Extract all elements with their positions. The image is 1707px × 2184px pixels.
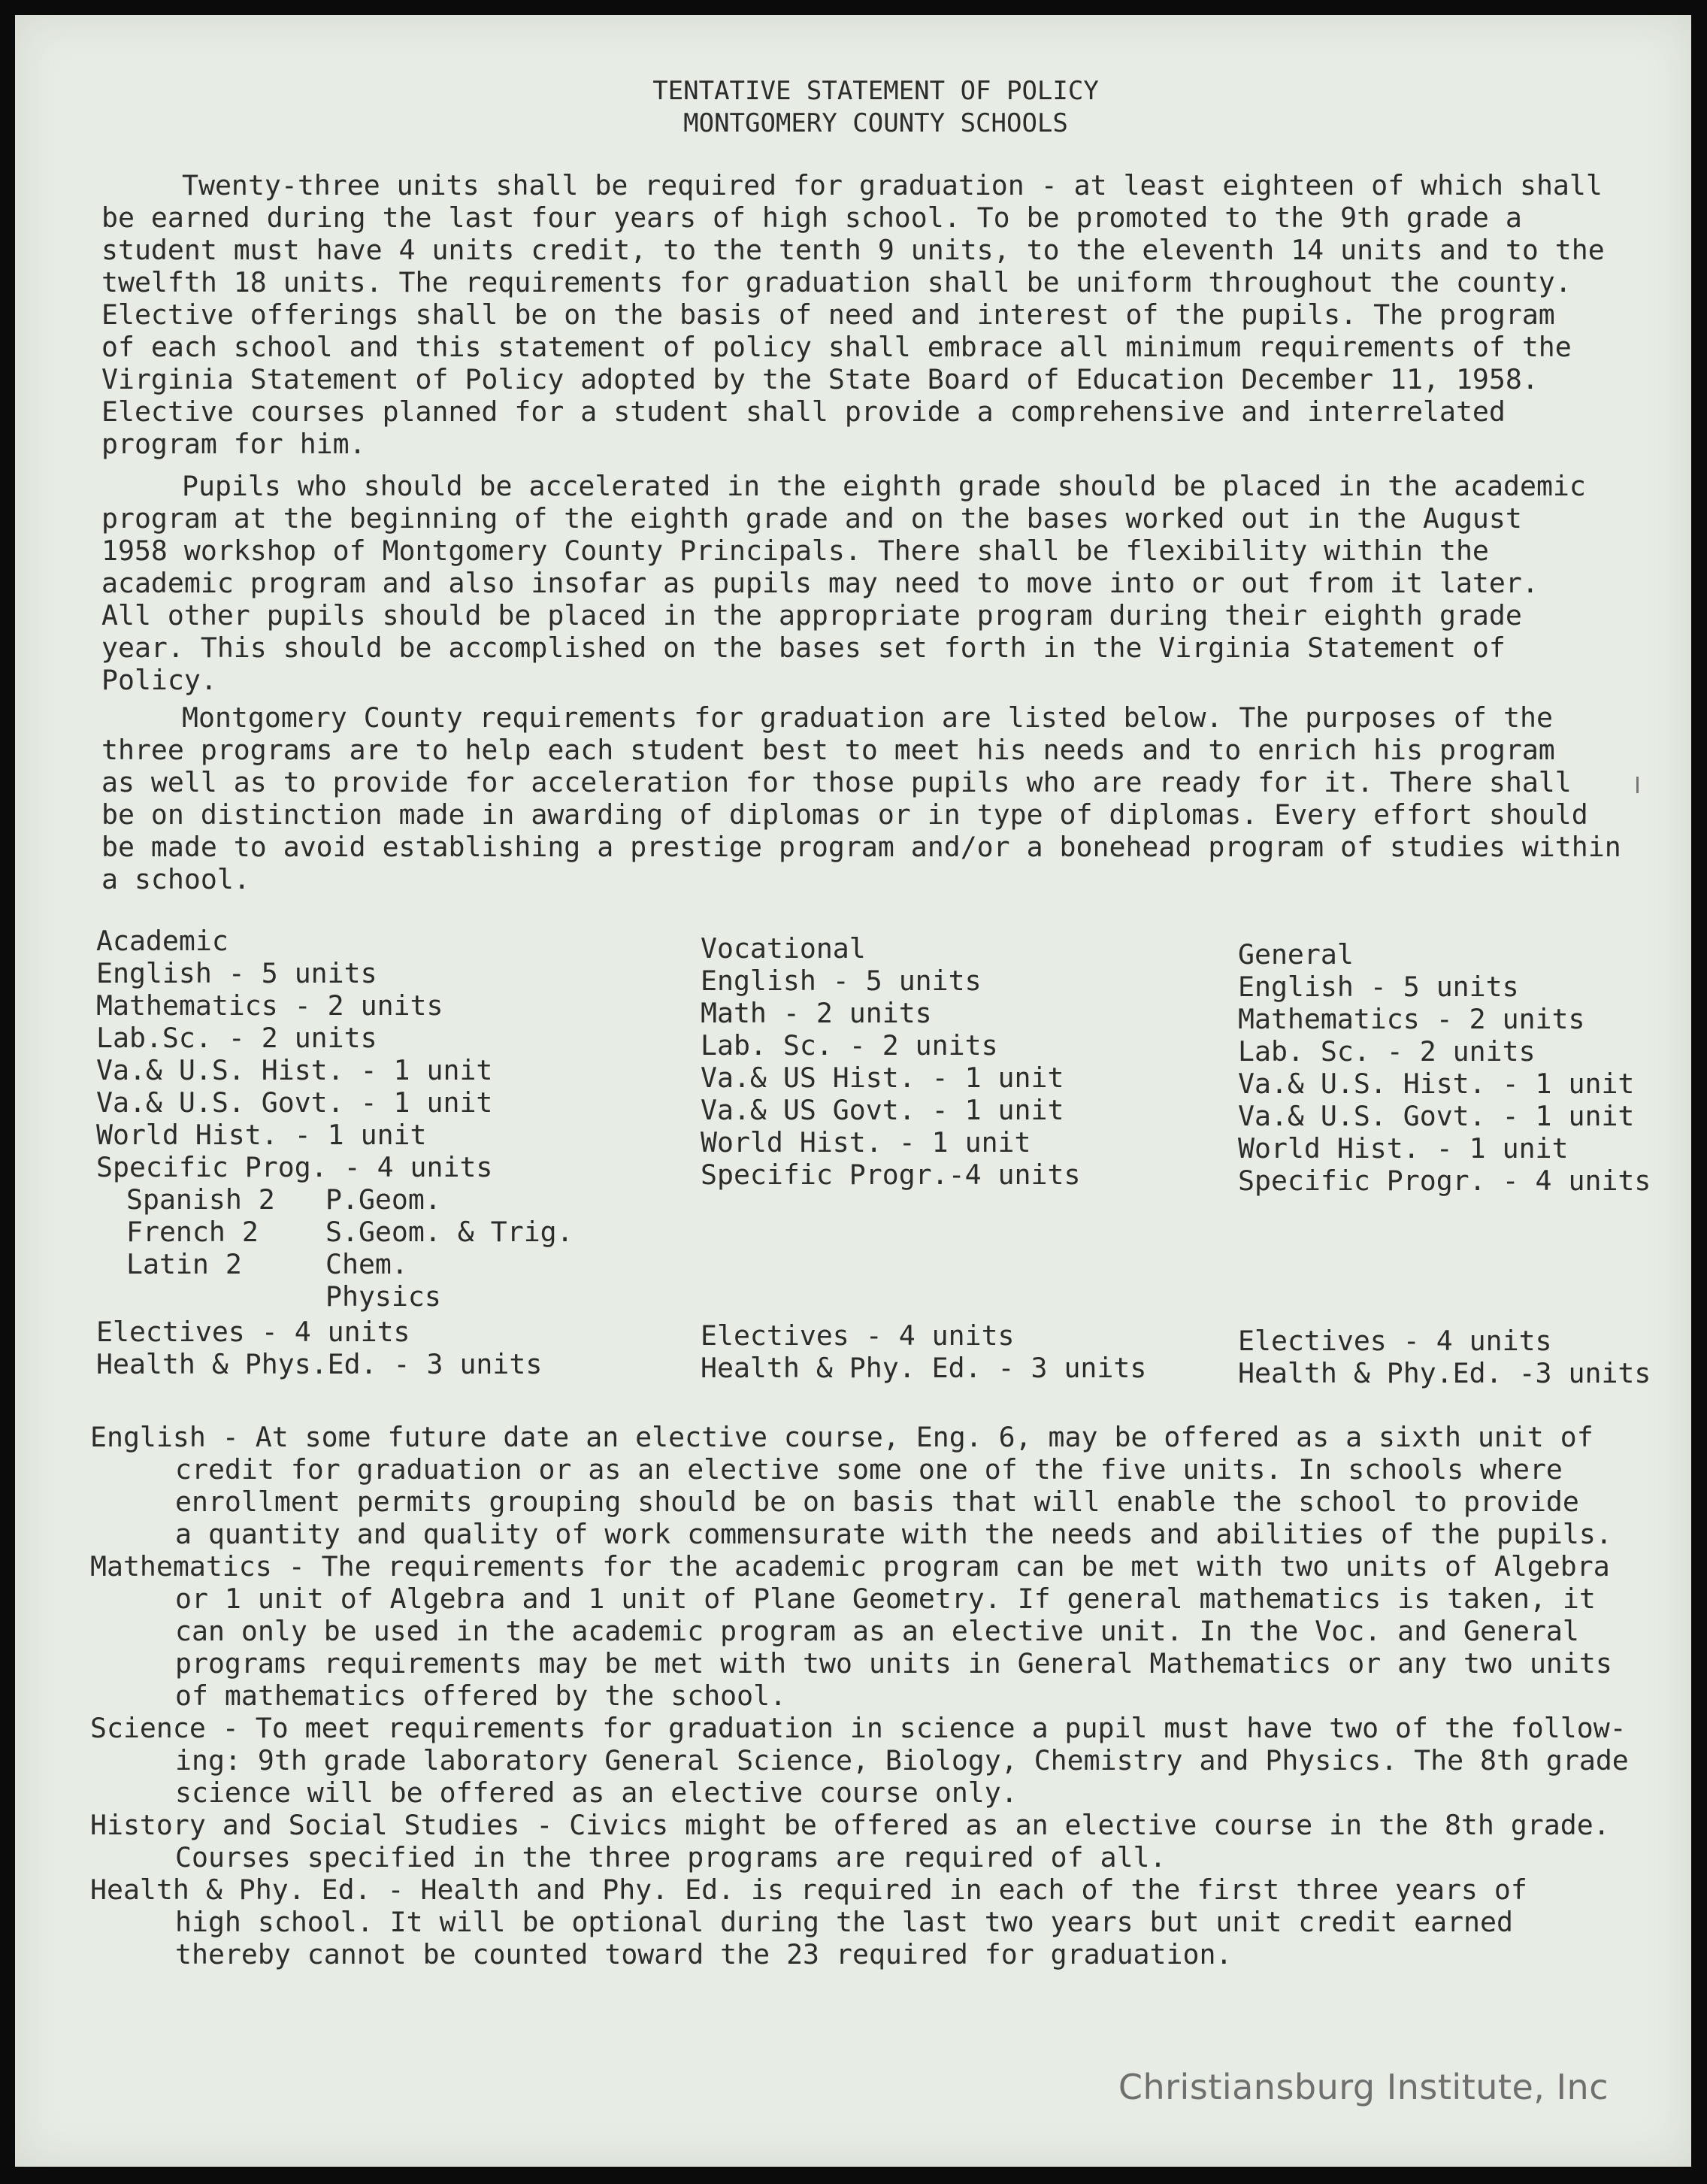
general-program-column [1238, 938, 1651, 1197]
requirement-item: Mathematics - 2 units [96, 989, 443, 1022]
text-line: programs requirements may be met with two units in General Mathematics or any two units [175, 1647, 1612, 1680]
text-line: thereby cannot be counted toward the 23 required for graduation. [175, 1938, 1233, 1970]
text-line: 1958 workshop of Montgomery County Principals. There shall be flexibility within the [101, 535, 1489, 567]
requirement-item: Specific Prog. - 4 units [96, 1151, 493, 1183]
title-line-1: TENTATIVE STATEMENT OF POLICY [652, 76, 1099, 106]
typed-document [15, 15, 1691, 2167]
text-line: a school. [101, 863, 250, 895]
text-line: of mathematics offered by the school. [175, 1680, 787, 1712]
requirement-item: Math - 2 units [701, 997, 932, 1029]
requirement-item: Electives - 4 units [96, 1316, 410, 1348]
text-line: Mathematics - The requirements for the academic program can be met with two units of Algebra [90, 1550, 1610, 1583]
column-heading: Vocational [701, 932, 866, 965]
requirement-item: English - 5 units [701, 965, 982, 997]
requirement-item: Specific Progr. - 4 units [1238, 1165, 1651, 1197]
requirement-item: Lab.Sc. - 2 units [96, 1022, 377, 1054]
option-item: Physics [325, 1280, 441, 1313]
text-line: high school. It will be optional during the last two years but unit credit earned [175, 1906, 1513, 1938]
text-line: Pupils who should be accelerated in the eighth grade should be placed in the academic [182, 470, 1586, 502]
requirement-item: Lab. Sc. - 2 units [1238, 1035, 1536, 1068]
text-line: science will be offered as an elective course only. [175, 1777, 1018, 1809]
requirement-item: Va.& U.S. Govt. - 1 unit [1238, 1100, 1635, 1132]
text-line: program for him. [101, 428, 366, 460]
requirement-item: Va.& U.S. Hist. - 1 unit [96, 1054, 493, 1086]
paragraph-requirements [101, 701, 1621, 895]
text-line: ing: 9th grade laboratory General Science, Biology, Chemistry and Physics. The 8th grade [175, 1744, 1629, 1777]
requirement-item: Electives - 4 units [1238, 1325, 1552, 1357]
text-line: academic program and also insofar as pupils may need to move into or out from it later. [101, 567, 1539, 599]
requirement-item: Va.& U.S. Hist. - 1 unit [1238, 1068, 1635, 1100]
document-title [15, 75, 1691, 140]
watermark: Christiansburg Institute, Inc [1118, 2067, 1609, 2107]
vocational-program-column [701, 932, 1080, 1191]
language-options [126, 1183, 325, 1313]
requirement-item: Health & Phys.Ed. - 3 units [96, 1348, 543, 1380]
option-item: S.Geom. & Trig. [325, 1216, 574, 1248]
note-science [90, 1712, 1631, 1809]
text-line: or 1 unit of Algebra and 1 unit of Plane Geometry. If general mathematics is taken, it [175, 1583, 1596, 1615]
text-line: be made to avoid establishing a prestige program and/or a bonehead program of studies within [101, 831, 1621, 863]
text-line: a quantity and quality of work commensurate with the needs and abilities of the pupils. [175, 1518, 1612, 1550]
text-line: Policy. [101, 664, 217, 696]
requirement-item: Va.& U.S. Govt. - 1 unit [96, 1086, 493, 1119]
option-item: P.Geom. [325, 1183, 441, 1216]
requirement-item: World Hist. - 1 unit [96, 1119, 427, 1151]
text-line: year. This should be accomplished on the bases set forth in the Virginia Statement of [101, 632, 1506, 664]
text-line: of each school and this statement of policy shall embrace all minimum requirements of the [101, 331, 1572, 363]
subject-notes [90, 1421, 1631, 1970]
option-item: Latin 2 [126, 1248, 242, 1280]
general-electives-health [1238, 1325, 1651, 1389]
requirement-item: World Hist. - 1 unit [1238, 1132, 1569, 1165]
text-line: Health & Phy. Ed. - Health and Phy. Ed. is required in each of the first three years of [90, 1874, 1527, 1906]
requirement-item: Va.& US Hist. - 1 unit [701, 1062, 1064, 1094]
paragraph-acceleration [101, 470, 1601, 696]
requirement-item: English - 5 units [96, 957, 377, 989]
document-page [15, 15, 1691, 2167]
note-health-phy-ed [90, 1874, 1631, 1970]
title-line-2: MONTGOMERY COUNTY SCHOOLS [683, 108, 1068, 138]
text-line: enrollment permits grouping should be on basis that will enable the school to provide [175, 1486, 1579, 1518]
text-line: Courses specified in the three programs are required of all. [175, 1841, 1167, 1874]
text-line: credit for graduation or as an elective some one of the five units. In schools where [175, 1453, 1563, 1486]
text-line: program at the beginning of the eighth grade and on the bases worked out in the August [101, 502, 1522, 535]
text-line: be earned during the last four years of high school. To be promoted to the 9th grade a [101, 201, 1522, 234]
option-item: Spanish 2 [126, 1183, 275, 1216]
text-line: English - At some future date an elective course, Eng. 6, may be offered as a sixth unit of [90, 1421, 1594, 1453]
option-item: Chem. [325, 1248, 408, 1280]
column-heading: General [1238, 938, 1354, 971]
text-line: three programs are to help each student best to meet his needs and to enrich his program [101, 734, 1555, 766]
requirement-item: English - 5 units [1238, 971, 1519, 1003]
margin-mark [1636, 777, 1639, 793]
text-line: twelfth 18 units. The requirements for graduation shall be uniform throughout the county. [101, 266, 1572, 298]
academic-program-column [96, 925, 574, 1313]
text-line: Elective offerings shall be on the basis of need and interest of the pupils. The program [101, 298, 1555, 331]
academic-electives-health [96, 1316, 542, 1380]
text-line: can only be used in the academic program as an elective unit. In the Voc. and General [175, 1615, 1579, 1647]
requirement-item: Mathematics - 2 units [1238, 1003, 1585, 1035]
column-heading: Academic [96, 925, 229, 957]
paragraph-graduation-units [101, 169, 1605, 460]
specific-program-options [96, 1183, 574, 1313]
option-item: French 2 [126, 1216, 259, 1248]
requirement-item: Electives - 4 units [701, 1319, 1015, 1352]
requirement-item: Lab. Sc. - 2 units [701, 1029, 998, 1062]
vocational-electives-health [701, 1319, 1146, 1384]
science-math-options [325, 1183, 574, 1313]
note-mathematics [90, 1550, 1631, 1712]
text-line: Science - To meet requirements for graduation in science a pupil must have two of the follow- [90, 1712, 1627, 1744]
text-line: student must have 4 units credit, to the tenth 9 units, to the eleventh 14 units and to the [101, 234, 1605, 266]
text-line: History and Social Studies - Civics might be offered as an elective course in the 8th grade. [90, 1809, 1610, 1841]
text-line: All other pupils should be placed in the appropriate program during their eighth grade [101, 599, 1522, 632]
text-line: as well as to provide for acceleration for those pupils who are ready for it. There shall [101, 766, 1572, 798]
requirement-item: Health & Phy. Ed. - 3 units [701, 1352, 1147, 1384]
text-line: be on distinction made in awarding of diplomas or in type of diplomas. Every effort should [101, 798, 1588, 831]
text-line: Twenty-three units shall be required for graduation - at least eighteen of which shall [182, 169, 1603, 201]
text-line: Montgomery County requirements for graduation are listed below. The purposes of the [182, 701, 1553, 734]
requirement-item: World Hist. - 1 unit [701, 1126, 1031, 1159]
requirement-item: Va.& US Govt. - 1 unit [701, 1094, 1064, 1126]
text-line: Elective courses planned for a student shall provide a comprehensive and interrelated [101, 395, 1506, 428]
note-english [90, 1421, 1631, 1550]
requirement-item: Health & Phy.Ed. -3 units [1238, 1357, 1651, 1389]
note-history-social-studies [90, 1809, 1631, 1874]
text-line: Virginia Statement of Policy adopted by the State Board of Education December 11, 1958. [101, 363, 1539, 395]
requirement-item: Specific Progr.-4 units [701, 1159, 1081, 1191]
